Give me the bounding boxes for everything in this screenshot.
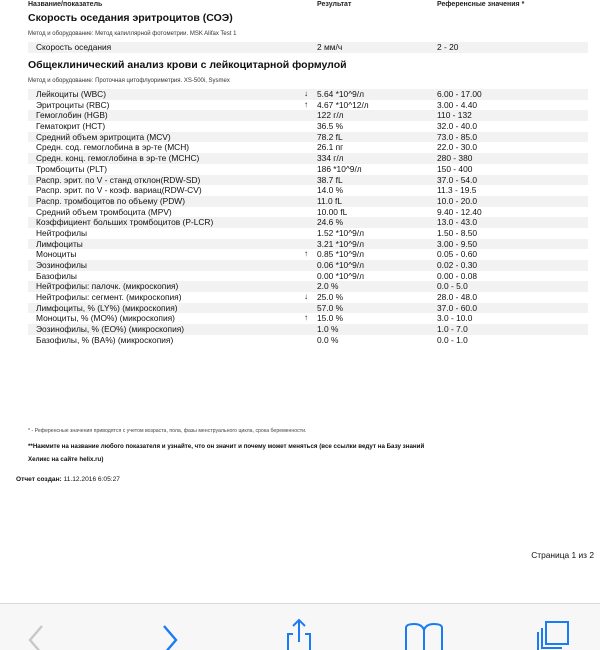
indicator-name[interactable]: Скорость оседания (36, 42, 112, 52)
table-row (28, 142, 588, 153)
reference-range: 0.0 - 5.0 (437, 281, 468, 292)
table-row (28, 89, 588, 100)
page-indicator: Страница 1 из 2 (531, 550, 594, 560)
cbc-section-title[interactable]: Общеклинический анализ крови с лейкоцитарной формулой (28, 59, 347, 71)
table-row (28, 196, 588, 207)
table-row (28, 281, 588, 292)
indicator-name[interactable]: Моноциты, % (MO%) (микроскопия) (36, 313, 175, 324)
reference-range: 73.0 - 85.0 (437, 131, 478, 142)
result-value: 15.0 % (317, 313, 344, 324)
browser-toolbar (0, 603, 600, 650)
deviation-flag: ↑ (304, 249, 308, 259)
indicator-name[interactable]: Эозинофилы (36, 260, 87, 270)
reference-range: 9.40 - 12.40 (437, 206, 482, 217)
table-row (28, 175, 588, 186)
indicator-name[interactable]: Гематокрит (HCT) (36, 121, 106, 132)
table-row (28, 324, 588, 335)
cbc-method: Метод и оборудование: Проточная цитофлуориметрия. XS-500i, Sysmex (28, 78, 230, 84)
reference-range: 0.02 - 0.30 (437, 260, 478, 270)
result-value: 57.0 % (317, 302, 344, 313)
reference-range: 32.0 - 40.0 (437, 121, 478, 132)
result-value: 5.64 *10^9/л (317, 89, 365, 99)
reference-footnote: * - Референсные значения приводятся с учетом возраста, пола, фазы менструального цикла, срока беременности. (28, 428, 307, 434)
bookmarks-icon[interactable] (404, 622, 444, 650)
reference-range: 1.0 - 7.0 (437, 324, 468, 335)
result-value: 1.0 % (317, 324, 339, 335)
indicator-name[interactable]: Распр. эрит. по V - коэф. вариац(RDW-CV) (36, 185, 202, 196)
indicator-name[interactable]: Базофилы, % (BA%) (микроскопия) (36, 334, 174, 345)
table-row (28, 249, 588, 260)
result-value: 10.00 fL (317, 206, 348, 217)
table-row (28, 239, 588, 250)
reference-range: 22.0 - 30.0 (437, 142, 478, 153)
created-value: 11.12.2016 6:05:27 (63, 476, 120, 483)
result-value: 24.6 % (317, 217, 344, 228)
reference-range: 37.0 - 54.0 (437, 174, 478, 185)
result-value: 0.85 *10^9/л (317, 249, 365, 260)
indicator-name[interactable]: Средн. сод. гемоглобина в эр-те (MCH) (36, 142, 190, 153)
indicator-name[interactable]: Лимфоциты, % (LY%) (микроскопия) (36, 302, 178, 313)
reference-range: 6.00 - 17.00 (437, 89, 482, 99)
deviation-flag: ↑ (304, 313, 308, 323)
indicator-name[interactable]: Средн. конц. гемоглобина в эр-те (MCHC) (36, 153, 200, 164)
result-value: 3.21 *10^9/л (317, 238, 365, 249)
deviation-flag: ↑ (304, 99, 308, 109)
indicator-name[interactable]: Нейтрофилы: палочк. (микроскопия) (36, 281, 179, 292)
table-row (28, 164, 588, 175)
reference-range: 0.00 - 0.08 (437, 270, 478, 281)
reference-range: 150 - 400 (437, 163, 473, 174)
result-value: 2.0 % (317, 281, 339, 292)
reference-range: 3.00 - 4.40 (437, 99, 478, 110)
indicator-name[interactable]: Гемоглобин (HGB) (36, 110, 108, 121)
table-row (28, 303, 588, 314)
result-value: 186 *10^9/л (317, 163, 362, 174)
indicator-name[interactable]: Распр. тромбоцитов по объему (PDW) (36, 195, 185, 206)
table-row (28, 292, 588, 303)
reference-range: 10.0 - 20.0 (437, 195, 478, 206)
report-created (16, 476, 120, 483)
indicator-name[interactable]: Моноциты (36, 249, 77, 260)
table-row (28, 185, 588, 196)
indicator-name[interactable]: Средний объем тромбоцита (MPV) (36, 206, 172, 217)
indicator-name[interactable]: Нейтрофилы (36, 227, 88, 238)
result-value: 36.5 % (317, 121, 344, 132)
table-row (28, 271, 588, 282)
reference-range: 28.0 - 48.0 (437, 292, 478, 303)
reference-range: 3.00 - 9.50 (437, 238, 478, 249)
esr-rows (28, 42, 588, 53)
table-row (28, 207, 588, 218)
indicator-name[interactable]: Нейтрофилы: сегмент. (микроскопия) (36, 292, 182, 303)
table-row (28, 100, 588, 111)
indicator-name[interactable]: Лимфоциты (36, 238, 83, 249)
result-value: 14.0 % (317, 185, 344, 196)
indicator-name[interactable]: Средний объем эритроцита (MCV) (36, 131, 171, 142)
tabs-icon[interactable] (536, 620, 570, 650)
table-row (28, 217, 588, 228)
reference-range: 1.50 - 8.50 (437, 227, 478, 238)
reference-range: 11.3 - 19.5 (437, 185, 477, 196)
table-row (28, 121, 588, 132)
table-header (28, 0, 588, 10)
table-row (28, 42, 588, 53)
table-row (28, 153, 588, 164)
reference-range: 110 - 132 (437, 110, 472, 121)
share-icon[interactable] (284, 618, 314, 648)
result-value: 0.06 *10^9/л (317, 260, 365, 270)
result-value: 4.67 *10^12/л (317, 99, 369, 110)
cbc-rows (28, 89, 588, 346)
result-value: 26.1 пг (317, 142, 344, 153)
forward-icon[interactable] (160, 624, 182, 650)
esr-method: Метод и оборудование: Метод капиллярной фотометрии. MSK Alifax Test 1 (28, 31, 237, 37)
table-row (28, 260, 588, 271)
deviation-flag: ↓ (304, 292, 308, 302)
created-label: Отчет создан: (16, 476, 62, 483)
header-name: Название/показатель (28, 1, 103, 8)
reference-range: 37.0 - 60.0 (437, 302, 478, 313)
esr-section-title[interactable]: Скорость оседания эритроцитов (СОЭ) (28, 12, 233, 24)
reference-range: 13.0 - 43.0 (437, 217, 478, 228)
table-row (28, 313, 588, 324)
result-value: 334 г/л (317, 153, 344, 164)
result-value: 25.0 % (317, 292, 344, 303)
result-value: 0.00 *10^9/л (317, 270, 365, 281)
header-reference: Референсные значения * (437, 1, 525, 8)
table-row (28, 110, 588, 121)
indicator-name[interactable]: Тромбоциты (PLT) (36, 163, 108, 174)
table-row (28, 132, 588, 143)
indicator-name[interactable]: Эритроциты (RBC) (36, 99, 110, 110)
helix-note-line1[interactable]: **Нажмите на название любого показателя и узнайте, что он значит и почему может меняться (все ссылки ведут на Базу знаний (28, 443, 425, 450)
table-row (28, 228, 588, 239)
indicator-name[interactable]: Эозинофилы, % (EO%) (микроскопия) (36, 324, 185, 335)
reference-range: 0.0 - 1.0 (437, 334, 468, 345)
result-value: 11.0 fL (317, 195, 342, 206)
indicator-name[interactable]: Базофилы (36, 270, 77, 281)
result-value: 122 г/л (317, 110, 344, 121)
result-value: 2 мм/ч (317, 42, 343, 52)
reference-range: 3.0 - 10.0 (437, 313, 473, 324)
deviation-flag: ↓ (304, 89, 308, 98)
header-result: Результат (317, 1, 352, 8)
result-value: 78.2 fL (317, 131, 343, 142)
back-icon[interactable] (26, 624, 48, 650)
reference-range: 280 - 380 (437, 153, 473, 164)
result-value: 1.52 *10^9/л (317, 227, 365, 238)
table-row (28, 335, 588, 346)
result-value: 0.0 % (317, 334, 339, 345)
indicator-name[interactable]: Коэффициент больших тромбоцитов (P-LCR) (36, 217, 214, 228)
reference-range: 2 - 20 (437, 42, 459, 52)
reference-range: 0.05 - 0.60 (437, 249, 478, 260)
helix-note-line2[interactable]: Хеликс на сайте helix.ru) (28, 456, 104, 463)
indicator-name[interactable]: Лейкоциты (WBC) (36, 89, 107, 99)
indicator-name[interactable]: Распр. эрит. по V - станд отклон(RDW-SD) (36, 174, 201, 185)
result-value: 38.7 fL (317, 174, 343, 185)
